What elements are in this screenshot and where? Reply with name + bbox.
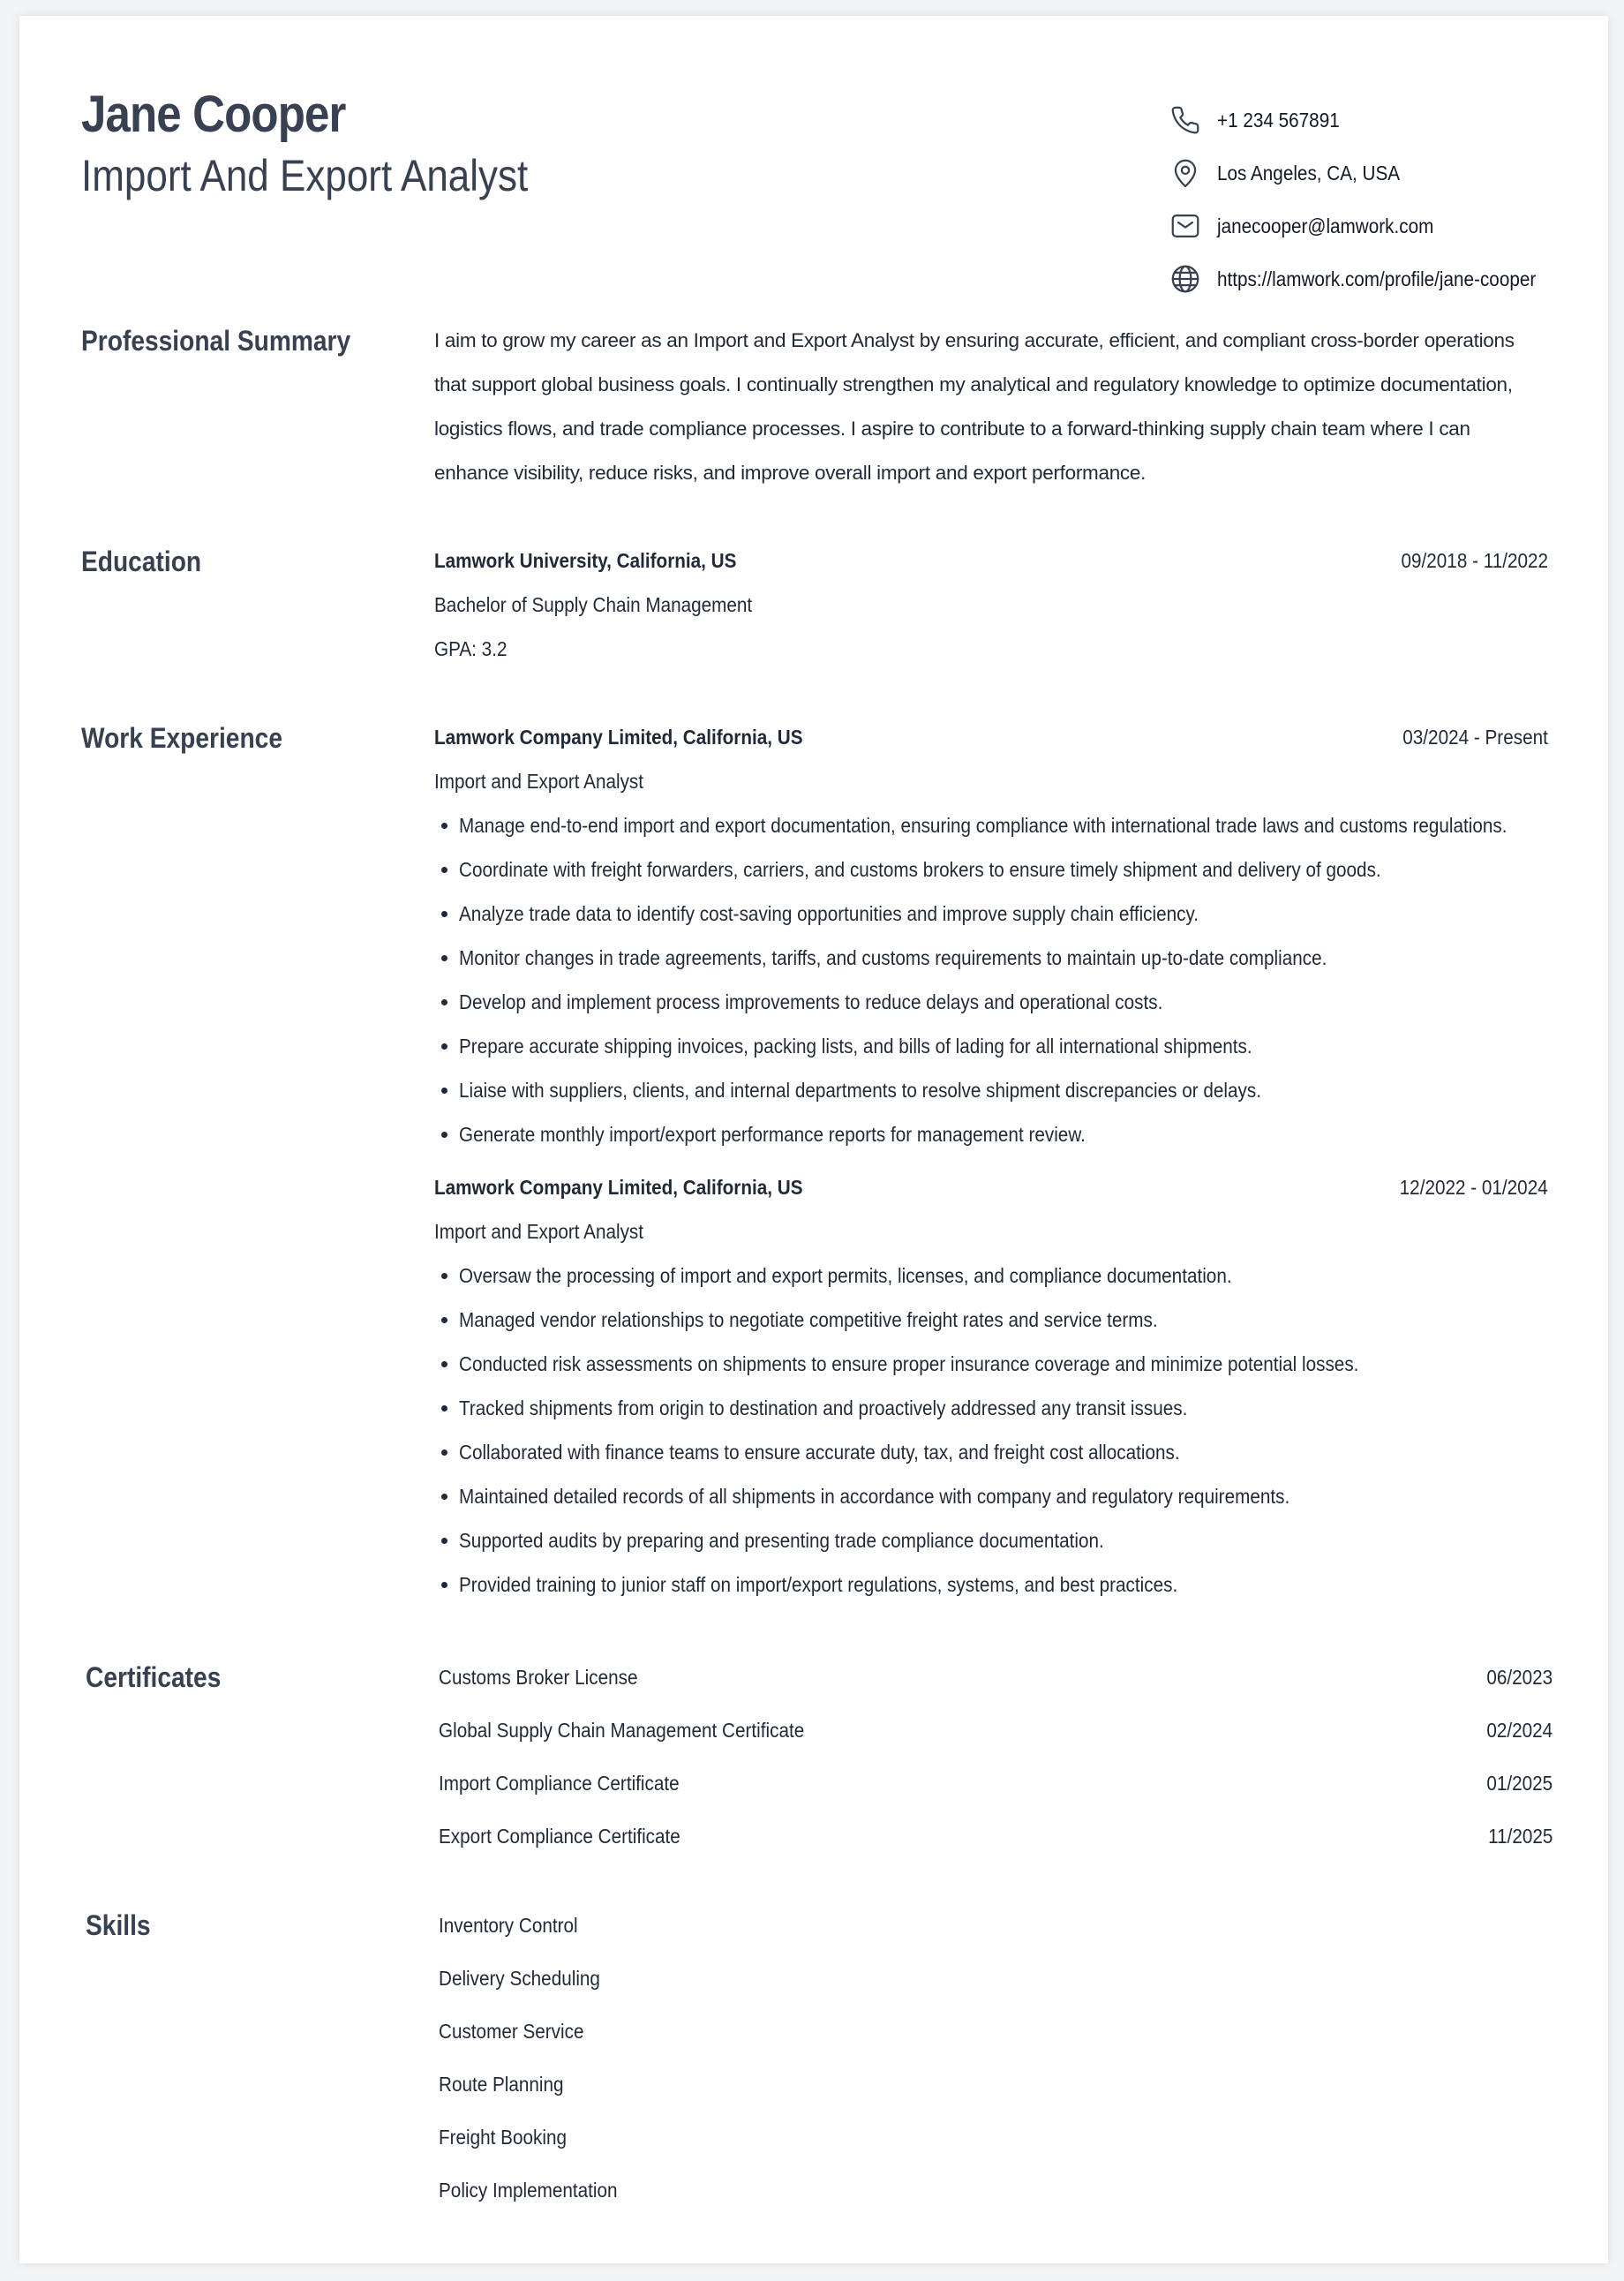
education-dates: 09/2018 - 11/2022: [1401, 549, 1548, 572]
list-item: Liaise with suppliers, clients, and internal departments to resolve shipment discrepancies or delays.: [434, 1068, 1548, 1112]
summary-section: [81, 325, 1564, 528]
mail-icon: [1169, 209, 1202, 243]
job-entry: [434, 1165, 1548, 1607]
phone-icon: [1169, 103, 1202, 137]
summary-heading: Professional Summary: [81, 325, 351, 357]
contact-website-link[interactable]: https://lamwork.com/profile/jane-cooper: [1217, 267, 1537, 290]
certificate-name: Customs Broker License: [439, 1665, 638, 1689]
list-item: Develop and implement process improvements to reduce delays and operational costs.: [434, 980, 1548, 1024]
list-item: Manage end-to-end import and export documentation, ensuring compliance with international trade laws and customs regulations.: [434, 803, 1548, 847]
certificate-row: [439, 1810, 1553, 1863]
contact-phone: [1169, 94, 1575, 147]
globe-icon: [1169, 262, 1202, 296]
contact-phone-text[interactable]: +1 234 567891: [1217, 108, 1340, 132]
education-school: Lamwork University, California, US: [434, 549, 737, 572]
list-item: Analyze trade data to identify cost-saving opportunities and improve supply chain efficiency.: [434, 892, 1548, 936]
certificate-row: [439, 1704, 1553, 1757]
skill-item: Delivery Scheduling: [439, 1966, 600, 1990]
contact-list: [1169, 94, 1575, 305]
location-pin-icon: [1169, 156, 1202, 190]
list-item: Oversaw the processing of import and export permits, licenses, and compliance documentation.: [434, 1253, 1548, 1298]
resume-page: [19, 16, 1608, 2263]
skill-item: Freight Booking: [439, 2125, 567, 2149]
job-header-row: [434, 715, 1548, 759]
job-bullets: [434, 1253, 1548, 1607]
contact-website: [1169, 252, 1575, 305]
job-dates: 03/2024 - Present: [1402, 726, 1548, 749]
list-item: Maintained detailed records of all shipments in accordance with company and regulatory requirements.: [434, 1474, 1548, 1518]
job-company: Lamwork Company Limited, California, US: [434, 726, 803, 749]
certificate-name: Import Compliance Certificate: [439, 1771, 680, 1795]
certificates-heading: Certificates: [86, 1661, 222, 1693]
list-item: Supported audits by preparing and presenting trade compliance documentation.: [434, 1518, 1548, 1562]
education-section: [81, 546, 1564, 687]
list-item: Conducted risk assessments on shipments to ensure proper insurance coverage and minimize potential losses.: [434, 1342, 1548, 1386]
list-item: Managed vendor relationships to negotiate competitive freight rates and service terms.: [434, 1298, 1548, 1342]
list-item: Provided training to junior staff on import/export regulations, systems, and best practices.: [434, 1562, 1548, 1607]
skills-body: [439, 1899, 1553, 2217]
skills-heading: Skills: [86, 1909, 151, 1941]
education-degree: Bachelor of Supply Chain Management: [434, 593, 753, 616]
certificate-name: Global Supply Chain Management Certificate: [439, 1718, 805, 1742]
list-item: Generate monthly import/export performance reports for management review.: [434, 1112, 1548, 1156]
job-entry: [434, 715, 1548, 1156]
job-company: Lamwork Company Limited, California, US: [434, 1176, 803, 1199]
education-heading: Education: [81, 546, 202, 577]
certificate-row: [439, 1757, 1553, 1810]
job-role: Import and Export Analyst: [434, 770, 644, 793]
contact-email-text[interactable]: janecooper@lamwork.com: [1217, 214, 1434, 237]
experience-body: [434, 715, 1548, 1607]
skill-item: Inventory Control: [439, 1913, 578, 1937]
job-dates: 12/2022 - 01/2024: [1399, 1176, 1548, 1199]
summary-body: [434, 319, 1548, 495]
candidate-title: Import And Export Analyst: [81, 151, 529, 200]
education-gpa: GPA: 3.2: [434, 637, 508, 660]
skill-item: Policy Implementation: [439, 2178, 618, 2202]
list-item: Tracked shipments from origin to destination and proactively addressed any transit issues.: [434, 1386, 1548, 1430]
job-role: Import and Export Analyst: [434, 1220, 644, 1243]
certificate-date: 01/2025: [1486, 1771, 1553, 1795]
skill-item: Route Planning: [439, 2072, 564, 2096]
list-item: Coordinate with freight forwarders, carriers, and customs brokers to ensure timely shipment and delivery of goods.: [434, 847, 1548, 892]
job-header-row: [434, 1165, 1548, 1209]
list-item: Prepare accurate shipping invoices, packing lists, and bills of lading for all international shipments.: [434, 1024, 1548, 1068]
certificates-body: [439, 1651, 1553, 1863]
experience-heading: Work Experience: [81, 722, 282, 754]
list-item: Collaborated with finance teams to ensure accurate duty, tax, and freight cost allocations.: [434, 1430, 1548, 1474]
skills-section: [86, 1909, 1568, 2245]
resume-header: [81, 71, 1564, 300]
certificate-name: Export Compliance Certificate: [439, 1824, 680, 1848]
certificates-section: [86, 1661, 1568, 1891]
education-header-row: [434, 538, 1548, 583]
contact-location: [1169, 147, 1575, 199]
certificate-date: 02/2024: [1486, 1718, 1553, 1742]
summary-text: I aim to grow my career as an Import and Export Analyst by ensuring accurate, efficient, and compliant cross-border operations that support global business goals. I continually strengthen my analytical and regulatory knowledge to optimize documentation, logistics flows, and trade compliance processes. I aspire to contribute to a forward-thinking supply chain team where I can enhance visibility, reduce risks, and improve overall import and export performance.: [434, 329, 1515, 484]
certificate-date: 06/2023: [1486, 1665, 1553, 1689]
contact-location-text: Los Angeles, CA, USA: [1217, 161, 1401, 184]
education-body: [434, 538, 1548, 671]
skill-item: Customer Service: [439, 2019, 584, 2043]
list-item: Monitor changes in trade agreements, tariffs, and customs requirements to maintain up-to-date compliance.: [434, 936, 1548, 980]
experience-section: [81, 722, 1564, 1631]
contact-email: [1169, 199, 1575, 252]
job-bullets: [434, 803, 1548, 1156]
certificate-row: [439, 1651, 1553, 1704]
candidate-name: Jane Cooper: [81, 86, 346, 143]
certificate-date: 11/2025: [1487, 1824, 1553, 1848]
